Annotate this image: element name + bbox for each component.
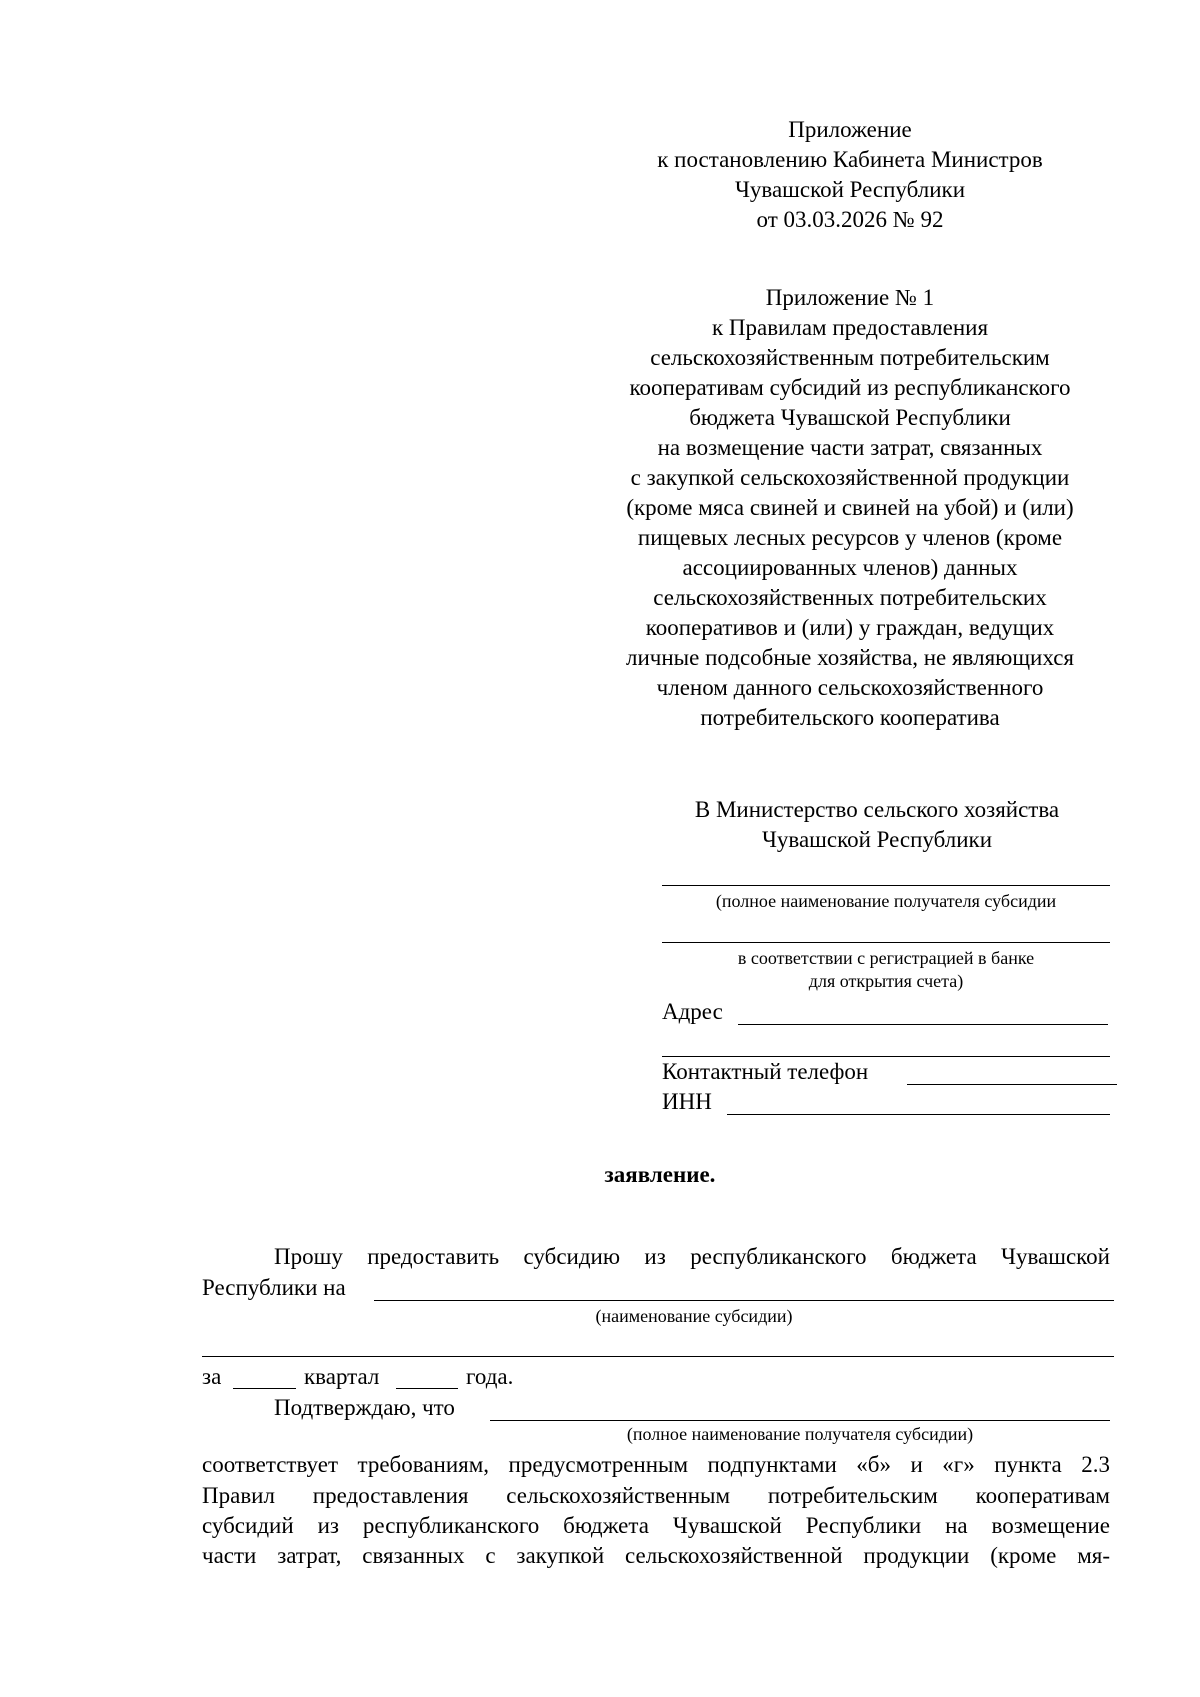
quarter-field[interactable] xyxy=(233,1388,296,1389)
appendix-header xyxy=(600,115,1100,235)
statement-paragraph-line: части затрат, связанных с закупкой сельскохозяйственной продукции (кроме мя- xyxy=(202,1543,1110,1568)
appendix-one-line: на возмещение части затрат, связанных xyxy=(657,435,1043,460)
bank-registration-hint: в соответствии с регистрацией в банке xyxy=(737,948,1035,968)
appendix-one-line: бюджета Чувашской Республики xyxy=(689,405,1011,430)
recipient-name-hint: (полное наименование получателя субсидии xyxy=(715,891,1057,911)
appendix-one-line: сельскохозяйственных потребительских xyxy=(653,585,1047,610)
appendix-one-line: (кроме мяса свиней и свиней на убой) и (или) xyxy=(626,495,1074,520)
year-label: года. xyxy=(466,1364,514,1389)
subsidy-name-field-2[interactable] xyxy=(202,1356,1114,1357)
subsidy-name-hint: (наименование субсидии) xyxy=(595,1306,793,1326)
appendix-header-line: Приложение xyxy=(788,117,912,142)
ministry-line: В Министерство сельского хозяйства xyxy=(694,797,1060,822)
appendix-one-line: членом данного сельскохозяйственного xyxy=(656,675,1044,700)
appendix-one-line: Приложение № 1 xyxy=(765,285,935,310)
statement-paragraph-line: соответствует требованиям, предусмотренным подпунктами «б» и «г» пункта 2.3 xyxy=(202,1452,1110,1477)
statement-paragraph-line: Правил предоставления сельскохозяйственным потребительским кооперативам xyxy=(202,1483,1110,1508)
appendix-one-line: личные подсобные хозяйства, не являющихся xyxy=(626,645,1074,670)
appendix-one-line: кооперативам субсидий из республиканского xyxy=(629,375,1071,400)
bank-account-hint: для открытия счета) xyxy=(808,971,964,991)
statement-line: Прошу предоставить субсидию из республиканского бюджета Чувашской xyxy=(274,1244,1110,1269)
address-label: Адрес xyxy=(662,999,723,1024)
phone-field[interactable] xyxy=(907,1084,1117,1085)
confirm-recipient-field[interactable] xyxy=(490,1420,1110,1421)
year-field[interactable] xyxy=(396,1388,458,1389)
confirm-recipient-hint: (полное наименование получателя субсидии) xyxy=(626,1424,974,1444)
ministry-line: Чувашской Республики xyxy=(761,827,993,852)
appendix-header-line: к постановлению Кабинета Министров xyxy=(657,147,1043,172)
statement-paragraph-line: субсидий из республиканского бюджета Чувашской Республики на возмещение xyxy=(202,1513,1110,1538)
statement-line-label: Республики на xyxy=(202,1275,346,1300)
appendix-one-line: с закупкой сельскохозяйственной продукции xyxy=(630,465,1070,490)
inn-field[interactable] xyxy=(727,1114,1110,1115)
statement-title: заявление. xyxy=(604,1162,716,1187)
subsidy-name-field[interactable] xyxy=(374,1300,1114,1301)
appendix-one-line: кооперативов и (или) у граждан, ведущих xyxy=(645,615,1055,640)
recipient-name-field-2[interactable] xyxy=(662,942,1110,943)
appendix-one-line: потребительского кооператива xyxy=(700,705,1000,730)
appendix-one-line: сельскохозяйственным потребительским xyxy=(650,345,1050,370)
za-label: за xyxy=(202,1364,222,1389)
appendix-one-line: к Правилам предоставления xyxy=(711,315,989,340)
inn-label: ИНН xyxy=(662,1089,712,1114)
phone-label: Контактный телефон xyxy=(662,1059,869,1084)
appendix-one-line: пищевых лесных ресурсов у членов (кроме xyxy=(637,525,1063,550)
appendix-one-line: ассоциированных членов) данных xyxy=(682,555,1018,580)
recipient-name-field[interactable] xyxy=(662,885,1110,886)
quarter-label: квартал xyxy=(304,1364,380,1389)
appendix-header-date: от 03.03.2026 № 92 xyxy=(756,207,944,232)
address-field[interactable] xyxy=(738,1024,1108,1025)
recipient-block xyxy=(652,795,1102,855)
appendix-one-header xyxy=(600,283,1100,733)
appendix-header-line: Чувашской Республики xyxy=(734,177,966,202)
confirm-label: Подтверждаю, что xyxy=(274,1395,455,1420)
